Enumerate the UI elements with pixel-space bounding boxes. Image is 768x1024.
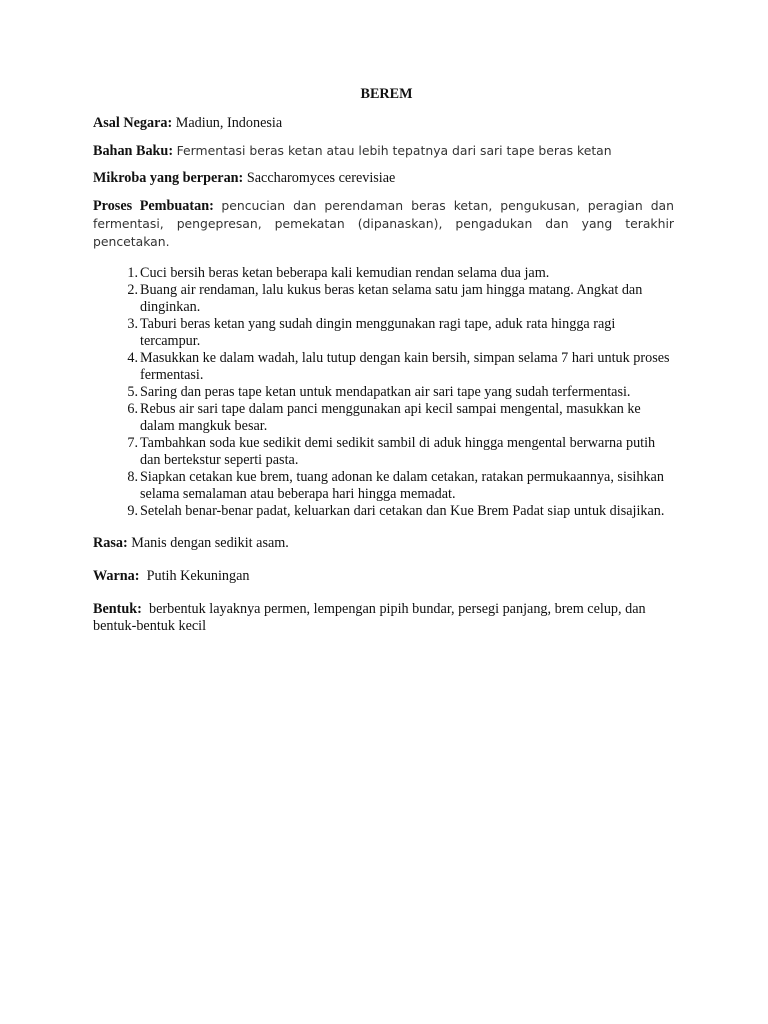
step-number: 5. <box>127 384 138 400</box>
warna-value: Putih Kekuningan <box>146 568 250 584</box>
step-number: 4. <box>127 350 138 366</box>
rasa-value: Manis dengan sedikit asam. <box>131 535 289 551</box>
warna-field <box>93 568 674 585</box>
list-item <box>93 384 674 401</box>
step-text: Tambahkan soda kue sedikit demi sedikit sambil di aduk hingga mengental berwarna putih dan bertekstur seperti pasta. <box>140 435 656 468</box>
list-item <box>93 503 674 520</box>
step-number: 6. <box>127 401 138 417</box>
list-item <box>93 316 674 350</box>
step-text: Saring dan peras tape ketan untuk mendapatkan air sari tape yang sudah terfermentasi. <box>140 384 631 400</box>
step-number: 9. <box>127 503 138 519</box>
list-item <box>93 350 674 384</box>
rasa-label: Rasa: <box>93 535 128 551</box>
step-text: Cuci bersih beras ketan beberapa kali kemudian rendan selama dua jam. <box>140 265 550 281</box>
step-number: 3. <box>127 316 138 332</box>
step-number: 7. <box>127 435 138 451</box>
warna-label: Warna: <box>93 568 140 584</box>
bahan-baku-value: Fermentasi beras ketan atau lebih tepatnya dari sari tape beras ketan <box>176 143 612 158</box>
proses-value: pencucian dan perendaman beras ketan, pengukusan, peragian dan fermentasi, pengepresan, pemekatan (dipanaskan), pengadukan dan yang terakhir pencetakan. <box>93 198 675 249</box>
bentuk-value: berbentuk layaknya permen, lempengan pipih bundar, persegi panjang, brem celup, dan bentuk-bentuk kecil <box>93 601 646 634</box>
document-title: BEREM <box>360 86 413 102</box>
list-item <box>93 435 674 469</box>
bahan-baku-label: Bahan Baku: <box>93 143 174 159</box>
step-text: Setelah benar-benar padat, keluarkan dari cetakan dan Kue Brem Padat siap untuk disajikan. <box>140 503 665 519</box>
mikroba-field <box>93 170 674 187</box>
proses-label: Proses Pembuatan: <box>93 198 214 214</box>
list-item <box>93 469 674 503</box>
bentuk-field <box>93 601 674 635</box>
step-number: 2. <box>127 282 138 298</box>
list-item <box>93 282 674 316</box>
list-item <box>93 401 674 435</box>
step-number: 1. <box>127 265 138 281</box>
step-text: Masukkan ke dalam wadah, lalu tutup dengan kain bersih, simpan selama 7 hari untuk proses fermentasi. <box>140 350 670 383</box>
proses-field <box>93 197 674 251</box>
step-text: Siapkan cetakan kue brem, tuang adonan ke dalam cetakan, ratakan permukaannya, sisihkan selama semalaman atau beberapa hari hingga memadat. <box>140 469 664 502</box>
step-number: 8. <box>127 469 138 485</box>
step-text: Buang air rendaman, lalu kukus beras ketan selama satu jam hingga matang. Angkat dan dinginkan. <box>140 282 643 315</box>
bentuk-label: Bentuk: <box>93 601 142 617</box>
step-text: Taburi beras ketan yang sudah dingin menggunakan ragi tape, aduk rata hingga ragi tercampur. <box>140 316 616 349</box>
steps-list <box>93 265 674 520</box>
document-page <box>93 86 674 645</box>
asal-negara-label: Asal Negara: <box>93 115 173 131</box>
asal-negara-value: Madiun, Indonesia <box>175 115 283 131</box>
mikroba-value: Saccharomyces cerevisiae <box>246 170 396 186</box>
step-text: Rebus air sari tape dalam panci menggunakan api kecil sampai mengental, masukkan ke dalam mangkuk besar. <box>140 401 641 434</box>
bahan-baku-field <box>93 142 674 160</box>
asal-negara-field <box>93 115 674 132</box>
rasa-field <box>93 535 674 552</box>
mikroba-label: Mikroba yang berperan: <box>93 170 244 186</box>
list-item <box>93 265 674 282</box>
